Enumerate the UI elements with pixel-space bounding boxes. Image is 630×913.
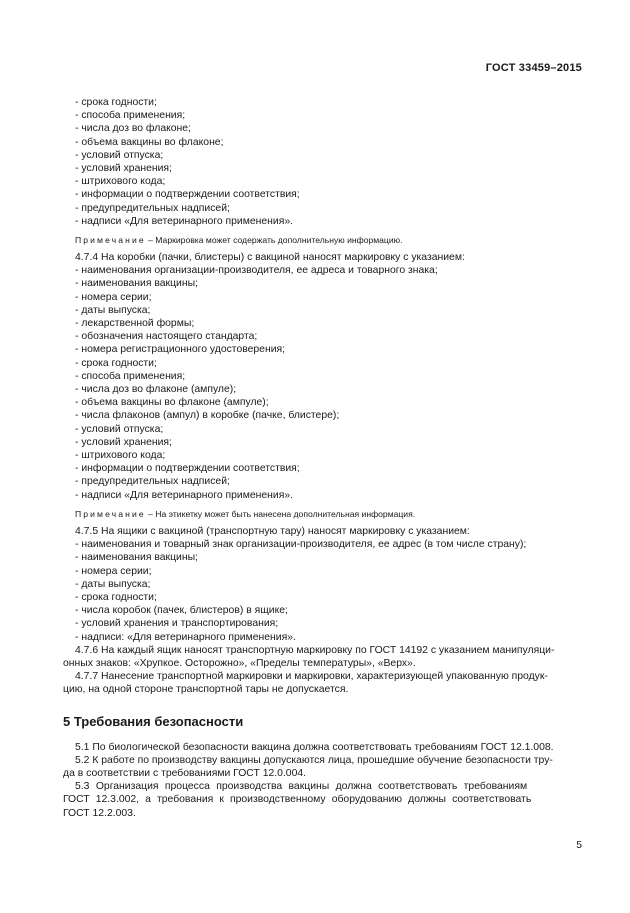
list-item: - наименования вакцины; [75,552,198,564]
list-item: - условий отпуска; [75,423,164,435]
clause-4-7-5: 4.7.5 На ящики с вакциной (транспортную тару) наносят маркировку с указанием: [75,525,470,537]
paragraph-line: 4.7.7 Нанесение транспортной маркировки и маркировки, характеризующей упакованную продук- [75,671,548,683]
list-item: - способа применения; [75,110,186,122]
list-item: - информации о подтверждении соответствия; [75,463,300,475]
list-item: - номера серии; [75,565,152,577]
list-item: - числа доз во флаконе (ампуле); [75,384,237,396]
marking-list-2 [75,264,583,502]
list-item: - предупредительных надписей; [75,476,230,488]
list-item: - лекарственной формы; [75,318,195,330]
list-item: - штрихового кода; [75,176,166,188]
marking-list-1 [75,96,583,228]
note-text: – Маркировка может содержать дополнительную информацию. [145,235,403,246]
clause-4-7-4: 4.7.4 На коробки (пачки, блистеры) с вакциной наносят маркировку с указанием: [75,252,465,264]
paragraph-line: цию, на одной стороне транспортной тары не допускается. [63,684,349,696]
list-item: - условий хранения; [75,163,172,175]
list-item: - объема вакцины во флаконе (ампуле); [75,397,269,409]
note-2 [75,508,583,520]
section-5-heading: 5 Требования безопасности [63,713,244,729]
list-item: - срока годности; [75,357,157,369]
paragraph-line: ГОСТ 12.2.003. [63,807,136,819]
clause-5-1: 5.1 По биологической безопасности вакцина должна соответствовать требованиям ГОСТ 12.1.008. [75,741,554,753]
note-text: – На этикетку может быть нанесена дополнительная информация. [145,508,416,519]
list-item: - наименования вакцины; [75,278,198,290]
clause-5-2 [63,754,583,780]
list-item: - срока годности; [75,591,157,603]
paragraph-line: 5.3 Организация процесса производства вакцины должна соответствовать требованиям [75,781,528,793]
clause-4-7-7 [63,670,583,696]
paragraph-line: онных знаков: «Хрупкое. Осторожно», «Пределы температуры», «Верх». [63,657,416,669]
list-item: - предупредительных надписей; [75,202,230,214]
list-item: - срока годности; [75,97,157,108]
list-item: - объема вакцины во флаконе; [75,136,224,148]
list-item: - номера серии; [75,291,152,303]
list-item: - наименования и товарный знак организации-производителя, ее адрес (в том числе страну); [75,539,527,551]
marking-list-3 [75,538,583,644]
list-item: - штрихового кода; [75,450,166,462]
list-item: - условий хранения; [75,436,172,448]
list-item: - обозначения настоящего стандарта; [75,331,258,343]
list-item: - условий хранения и транспортирования; [75,618,279,630]
list-item: - способа применения; [75,370,186,382]
list-item: - надписи: «Для ветеринарного применения». [75,631,296,643]
paragraph-line: 5.2 К работе по производству вакцины допускаются лица, прошедшие обучение безопасности тру- [75,754,553,766]
list-item: - информации о подтверждении соответствия; [75,189,300,201]
list-item: - надписи «Для ветеринарного применения». [75,215,293,227]
document-id-header: ГОСТ 33459–2015 [485,62,582,74]
list-item: - наименования организации-производителя, ее адреса и товарного знака; [75,265,438,277]
clause-5-3 [63,780,583,820]
list-item: - номера регистрационного удостоверения; [75,344,286,356]
page-number: 5 [576,840,582,851]
note-label: Примечание [75,235,146,246]
paragraph-line: да в соответствии с требованиями ГОСТ 12.0.004. [63,767,307,779]
list-item: - числа флаконов (ампул) в коробке (пачке, блистере); [75,410,340,422]
list-item: - надписи «Для ветеринарного применения». [75,489,293,501]
paragraph-line: 4.7.6 На каждый ящик наносят транспортную маркировку по ГОСТ 14192 с указанием манипуляци- [75,644,555,656]
list-item: - даты выпуска; [75,578,151,590]
note-label: Примечание [75,508,146,519]
note-1 [75,234,583,246]
list-item: - числа коробок (пачек, блистеров) в ящике; [75,605,288,617]
list-item: - даты выпуска; [75,304,151,316]
paragraph-line: ГОСТ 12.3.002, а требования к производственному оборудованию должны соответствовать [63,794,532,806]
clause-4-7-6 [63,644,583,670]
list-item: - числа доз во флаконе; [75,123,191,135]
page-content [63,96,583,820]
list-item: - условий отпуска; [75,149,164,161]
